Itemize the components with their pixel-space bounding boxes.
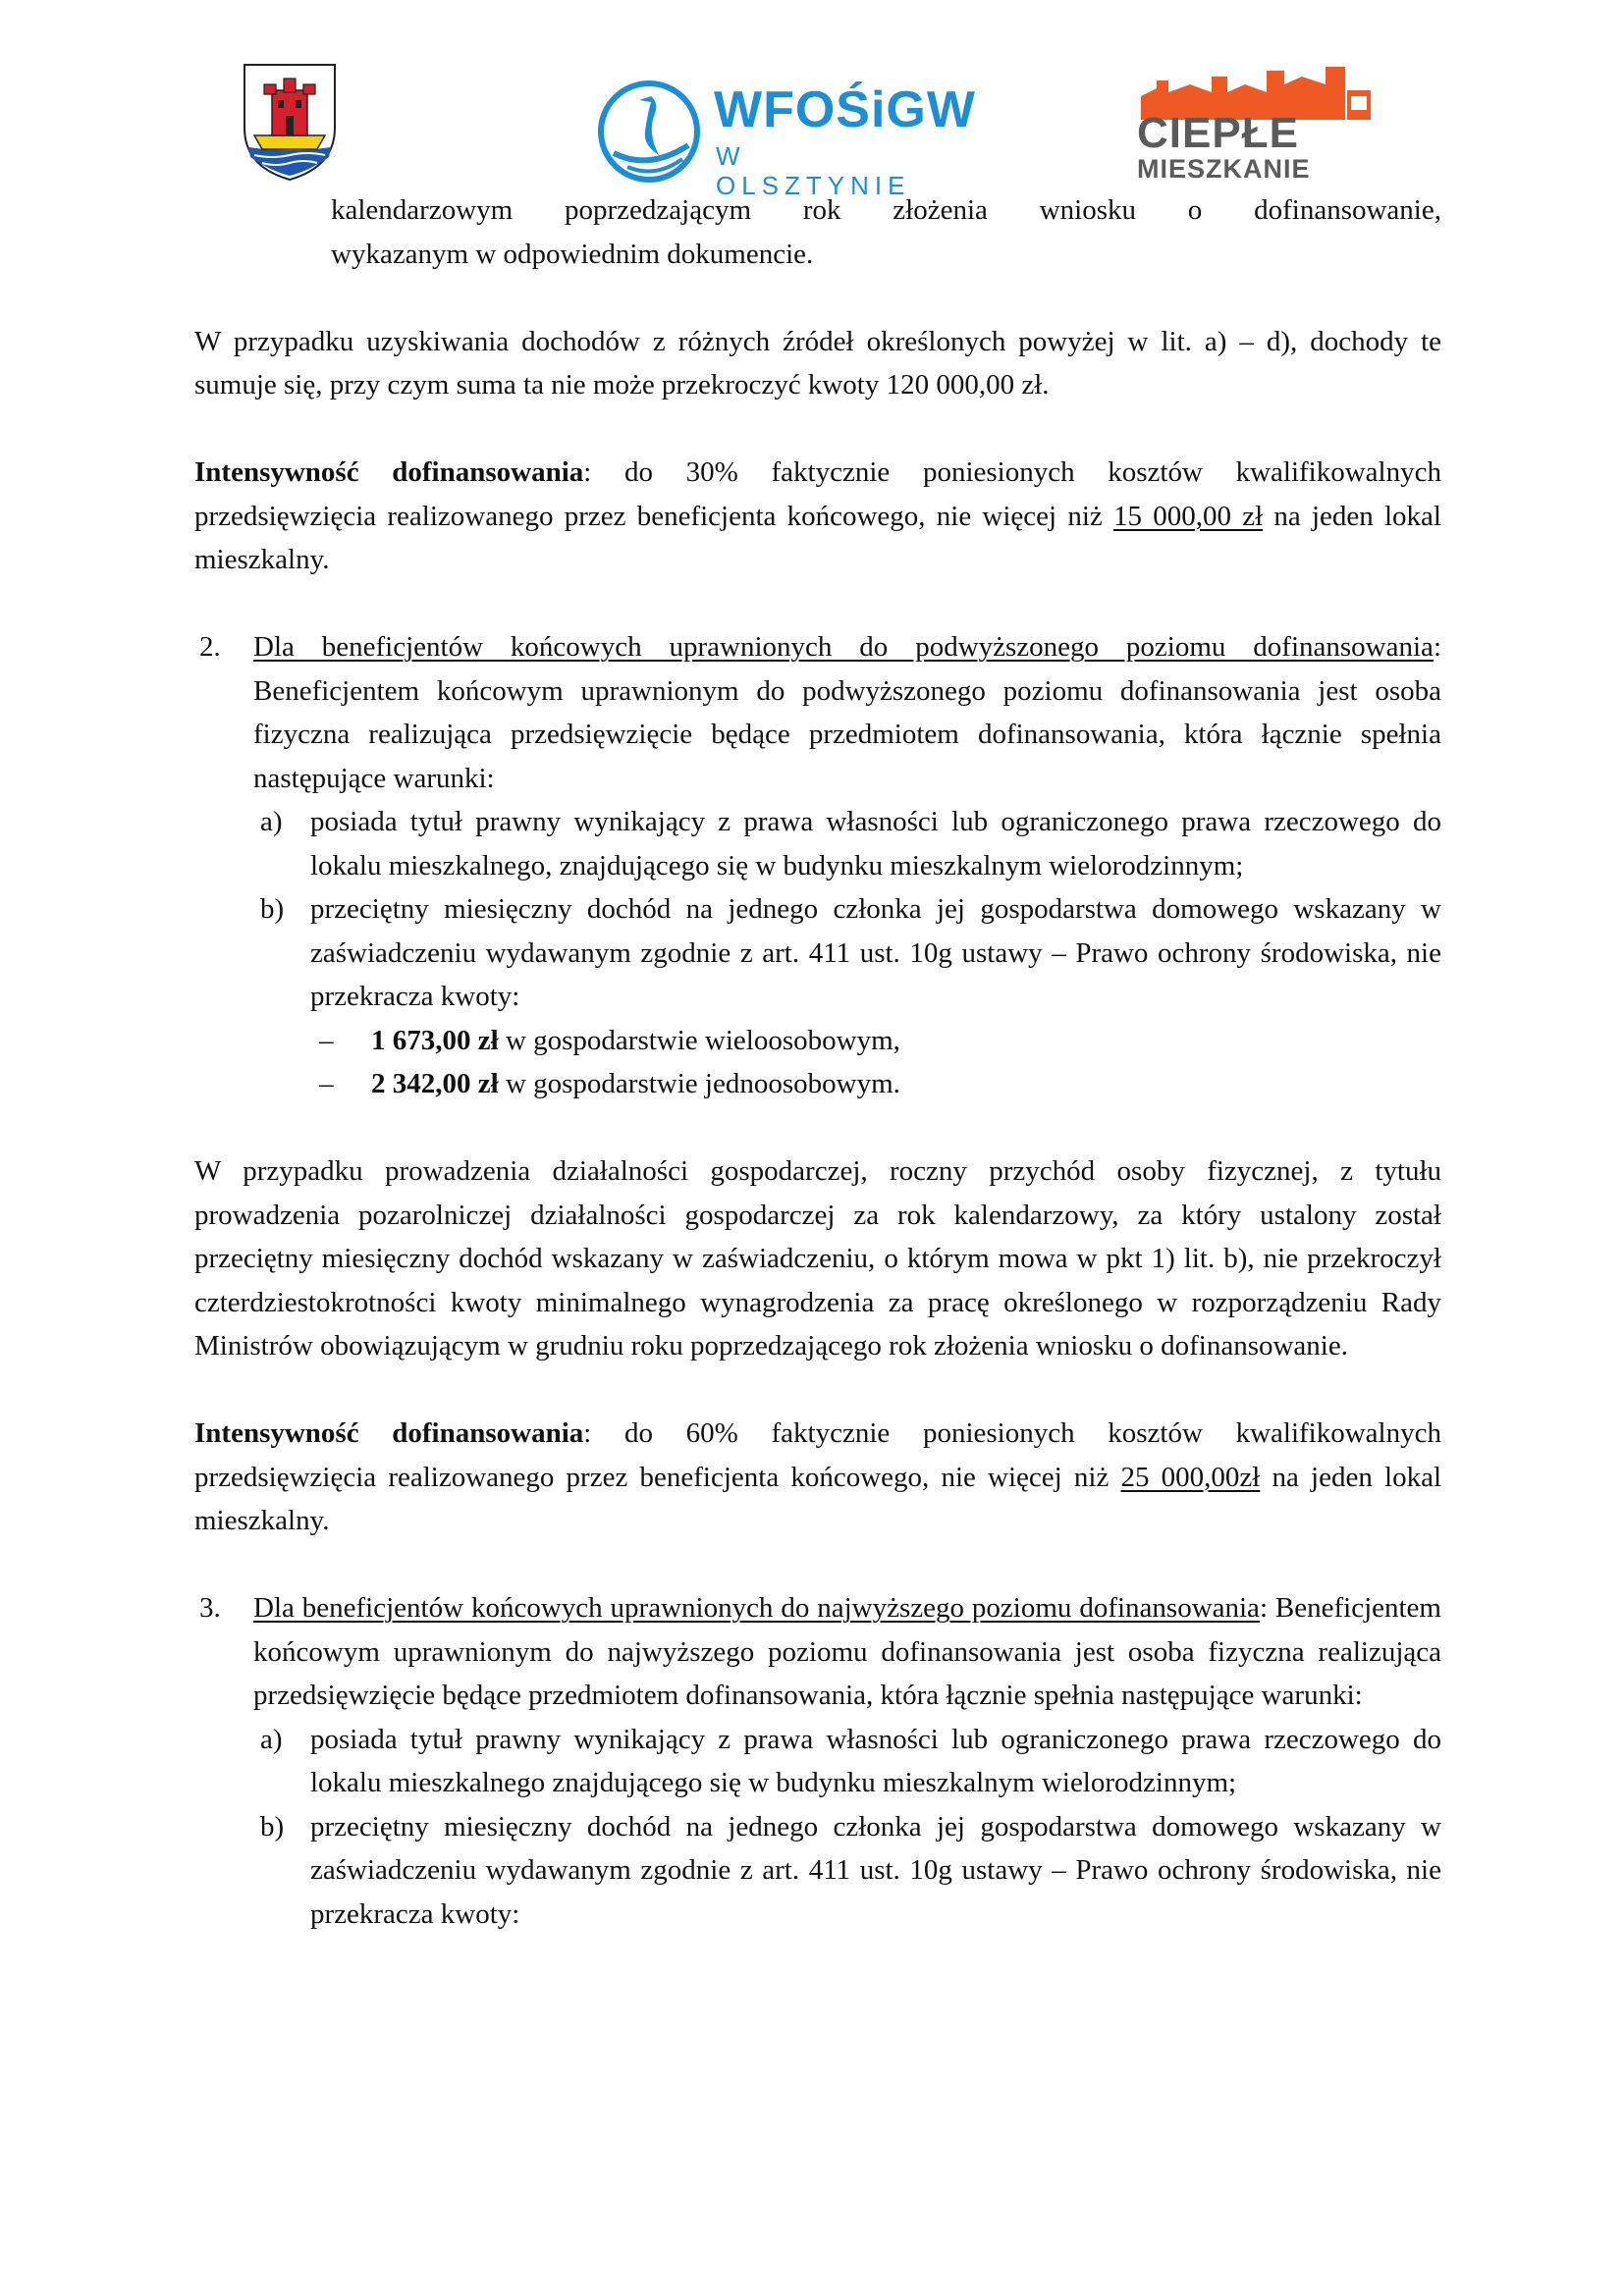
intensity-label-2: Intensywność dofinansowania <box>194 1417 584 1449</box>
cieple-logo-main-text: CIEPŁE <box>1137 109 1299 157</box>
continued-line-2: wykazanym w odpowiednim dokumencie. <box>331 238 814 270</box>
cieple-mieszkanie-logo <box>1129 63 1371 183</box>
list-item-2b-letter: b) <box>260 893 285 925</box>
list-item-2a-text: posiada tytuł prawny wynikający z prawa własności lub ograniczonego prawa rzeczowego do lokalu mieszkalnego, znajdującego się w budynku mieszkalnym wielorodzinnym; <box>310 806 1441 881</box>
dash-marker: – <box>319 1024 334 1056</box>
wfosigw-logo <box>594 77 976 200</box>
continued-line-1: kalendarzowym poprzedzającym rok złożenia wniosku o dofinansowanie, <box>331 194 1441 226</box>
income-limit-multi-label: w gospodarstwie wieloosobowym, <box>498 1024 900 1056</box>
wfosigw-logo-sub-text: W OLSZTYNIE <box>716 141 911 200</box>
list-item-3-title: Dla beneficjentów końcowych uprawnionych do najwyższego poziomu dofinansowania <box>253 1592 1260 1624</box>
list-item-2-title: Dla beneficjentów końcowych uprawnionych do podwyższonego poziomu dofinansowania <box>253 631 1434 663</box>
intensity-amount-2: 25 000,00zł <box>1120 1461 1261 1493</box>
list-item-3-description: : Beneficjentem końcowym uprawnionym do najwyższego poziomu dofinansowania jest osoba fizyczna realizująca przedsięwzięcie będące przedmiotem dofinansowania, która łącznie spełnia następujące warunki: <box>253 1592 1441 1711</box>
cieple-logo-sub-text: MIESZKANIE <box>1137 154 1311 184</box>
intensity-text-1b: na jeden lokal mieszkalny. <box>194 500 1441 575</box>
heron-emblem-icon <box>594 77 704 187</box>
list-item-3 <box>194 1586 1441 1718</box>
business-income-paragraph: W przypadku prowadzenia działalności gospodarczej, roczny przychód osoby fizycznej, z tytułu prowadzenia pozarolniczej działalności gospodarczej za rok kalendarzowy, za który ustalony został przeciętny miesięczny dochód wskazany w zaświadczeniu, o którym mowa w pkt 1) lit. b), nie przekroczył czterdziestokrotności kwoty minimalnego wynagrodzenia za pracę określonego w rozporządzeniu Rady Ministrów obowiązującym w grudniu roku poprzedzającego rok złożenia wniosku o dofinansowanie. <box>194 1155 1441 1362</box>
list-item-3-number: 3. <box>199 1592 221 1624</box>
intensity-text-2b: na jeden lokal mieszkalny. <box>194 1461 1441 1536</box>
list-item-2a <box>194 800 1441 887</box>
income-limit-single-amount: 2 342,00 zł <box>371 1068 499 1099</box>
income-limit-single-label: w gospodarstwie jednoosobowym. <box>498 1068 900 1099</box>
list-item-2 <box>194 625 1441 800</box>
income-limit-multi-text <box>371 1019 1441 1063</box>
list-item-2-description: : Beneficjentem końcowym uprawnionym do podwyższonego poziomu dofinansowania jest osoba fizyczna realizująca przedsięwzięcie będące przedmiotem dofinansowania, która łącznie spełnia następujące warunki: <box>253 631 1441 794</box>
wfosigw-logo-main-text: WFOŚiGW <box>714 81 976 138</box>
list-item-3-text <box>253 1586 1441 1718</box>
intensity-label-1: Intensywność dofinansowania <box>194 456 584 488</box>
dash-marker: – <box>319 1068 334 1099</box>
income-limit-single <box>194 1062 1441 1106</box>
intensity-text-2a: : do 60% faktycznie poniesionych kosztów kwalifikowalnych przedsięwzięcia realizowanego przez beneficjenta końcowego, nie więcej niż <box>194 1417 1441 1493</box>
intensity-paragraph-1 <box>194 451 1441 582</box>
list-item-2-text <box>253 625 1441 800</box>
list-item-3a-letter: a) <box>260 1723 283 1755</box>
list-item-2-number: 2. <box>199 631 221 663</box>
list-item-2a-letter: a) <box>260 806 283 837</box>
intensity-text-1a: : do 30% faktycznie poniesionych kosztów kwalifikowalnych przedsięwzięcia realizowanego przez beneficjenta końcowego, nie więcej niż <box>194 456 1441 532</box>
intensity-amount-1: 15 000,00 zł <box>1113 500 1264 532</box>
list-item-3a-text: posiada tytuł prawny wynikający z prawa własności lub ograniczonego prawa rzeczowego do lokalu mieszkalnego znajdującego się w budynku mieszkalnym wielorodzinnym; <box>310 1723 1441 1798</box>
income-limit-single-text <box>371 1062 1441 1106</box>
income-limit-multi-amount: 1 673,00 zł <box>371 1024 499 1056</box>
municipal-coat-of-arms-logo <box>241 61 339 184</box>
list-item-2b-text: przeciętny miesięczny dochód na jednego członka jej gospodarstwa domowego wskazany w zaświadczeniu wydawanym zgodnie z art. 411 ust. 10g ustawy – Prawo ochrony środowiska, nie przekracza kwoty: <box>310 893 1441 1012</box>
document-body <box>194 188 1441 1936</box>
list-item-3b-letter: b) <box>260 1810 285 1842</box>
intensity-paragraph-2 <box>194 1412 1441 1543</box>
list-item-3b <box>194 1805 1441 1937</box>
continued-list-item <box>194 188 1441 276</box>
income-limit-multi <box>194 1019 1441 1063</box>
list-item-3a <box>194 1718 1441 1805</box>
income-sum-paragraph: W przypadku uzyskiwania dochodów z różnych źródeł określonych powyżej w lit. a) – d), dochody te sumuje się, przy czym suma ta nie może przekroczyć kwoty 120 000,00 zł. <box>194 325 1441 400</box>
list-item-2b <box>194 887 1441 1019</box>
list-item-3b-text: przeciętny miesięczny dochód na jednego członka jej gospodarstwa domowego wskazany w zaświadczeniu wydawanym zgodnie z art. 411 ust. 10g ustawy – Prawo ochrony środowiska, nie przekracza kwoty: <box>310 1810 1441 1930</box>
